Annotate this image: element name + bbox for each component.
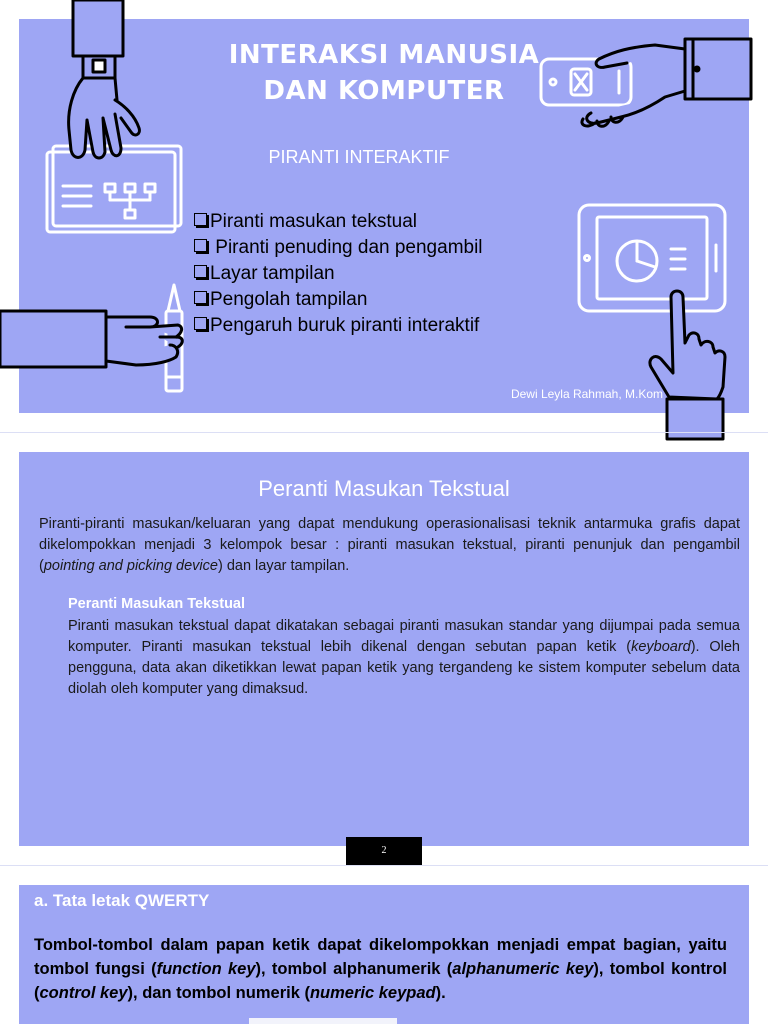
topic-item: Pengaruh buruk piranti interaktif	[194, 313, 483, 339]
slide-divider	[0, 865, 768, 866]
topic-item: Piranti masukan tekstual	[194, 209, 483, 235]
hand-holding-phone-icon	[535, 29, 751, 139]
footer-stub	[249, 1018, 397, 1024]
section-subheading: Peranti Masukan Tekstual	[68, 596, 246, 612]
topic-item: Pengolah tampilan	[194, 287, 483, 313]
slide-subtitle: PIRANTI INTERAKTIF	[268, 147, 450, 167]
section-paragraph: Piranti masukan tekstual dapat dikatakan sebagai piranti masukan standar yang dijumpai pada semua komputer. Piranti masukan tekstual lebih dikenal dengan sebutan papan ketik (keyboard). Oleh pengguna, data akan diketikkan lewat papan ketik yang tergandeng ke sistem komputer sebelum data diolah oleh komputer yang dimaksud.	[68, 618, 740, 697]
checkbox-bullet-icon	[194, 213, 207, 226]
author-credit: Dewi Leyla Rahmah, M.Kom	[510, 387, 663, 401]
slide-heading: Peranti Masukan Tekstual	[258, 476, 510, 501]
topic-list	[194, 209, 483, 339]
content-slide	[19, 452, 749, 846]
checkbox-bullet-icon	[194, 239, 207, 252]
topic-item: Piranti penuding dan pengambil	[194, 235, 483, 261]
hand-arm-icon	[49, 0, 159, 180]
topic-item: Layar tampilan	[194, 261, 483, 287]
intro-paragraph: Piranti-piranti masukan/keluaran yang dapat mendukung operasionalisasi teknik antarmuka grafis dapat dikelompokkan menjadi 3 kelompok besar : piranti masukan tekstual, piranti penunjuk dan pengambil (pointing and picking device) dan layar tampilan.	[39, 516, 740, 574]
body-paragraph: Tombol-tombol dalam papan ketik dapat dikelompokkan menjadi empat bagian, yaitu tombol fungsi (function key), tombol alphanumerik (alphanumeric key), tombol kontrol (control key), dan tombol numerik (numeric keypad).	[34, 936, 727, 1002]
page-number: 2	[346, 837, 422, 865]
hand-holding-pencil-icon	[0, 281, 200, 401]
content-slide	[19, 885, 749, 1024]
slide-title: INTERAKSI MANUSIA DAN KOMPUTER	[228, 40, 540, 106]
slide-divider	[0, 432, 768, 433]
slide-heading: a. Tata letak QWERTY	[34, 891, 210, 910]
hand-pointing-icon	[645, 287, 755, 437]
title-slide	[19, 19, 749, 413]
checkbox-bullet-icon	[194, 265, 207, 278]
